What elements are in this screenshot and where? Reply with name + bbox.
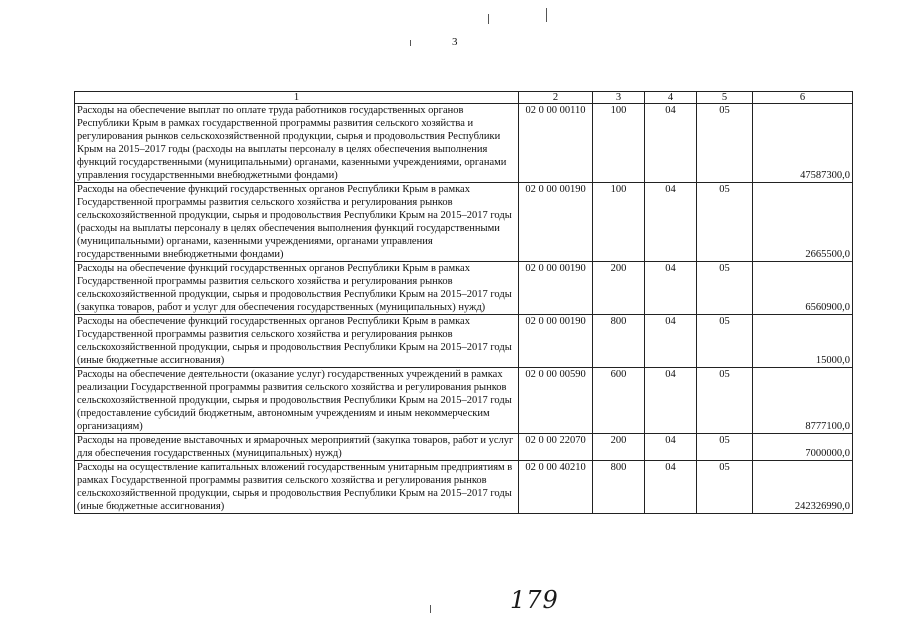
budget-code: 02 0 00 00190: [519, 183, 593, 262]
section-code: 04: [645, 368, 697, 434]
column-header: 6: [753, 92, 853, 104]
section-code: 04: [645, 104, 697, 183]
expense-description: Расходы на обеспечение функций государственных органов Республики Крым в рамках Государственной программы развития сельского хозяйства и регулирования рынков сельскохозяйственной продукции, сырья и продовольствия Республики Крым на 2015–2017 годы (расходы на выплаты персоналу в целях обеспечения выполнения функций государственными (муниципальными) органами, казенными учреждениями, органами управления государственными внебюджетными фондами): [75, 183, 519, 262]
amount-value: 7000000,0: [753, 434, 853, 461]
column-header: 3: [593, 92, 645, 104]
subsection-code: 05: [697, 434, 753, 461]
subsection-code: 05: [697, 315, 753, 368]
column-header: 2: [519, 92, 593, 104]
table-row: [75, 368, 853, 434]
table-row: [75, 262, 853, 315]
section-code: 04: [645, 183, 697, 262]
table-row: [75, 461, 853, 514]
expense-description: Расходы на обеспечение функций государственных органов Республики Крым в рамках Государственной программы развития сельского хозяйства и регулирования рынков сельскохозяйственной продукции, сырья и продовольствия Республики Крым на 2015–2017 годы (закупка товаров, работ и услуг для обеспечения государственных (муниципальных) нужд): [75, 262, 519, 315]
table-row: [75, 104, 853, 183]
handwritten-page-mark: 179: [510, 586, 559, 614]
scan-artifact: [546, 8, 547, 22]
subsection-code: 05: [697, 461, 753, 514]
scan-artifact: [430, 605, 431, 613]
expense-description: Расходы на обеспечение деятельности (оказание услуг) государственных учреждений в рамках реализации Государственной программы развития сельского хозяйства и регулирования рынков сельскохозяйственной продукции, сырья и продовольствия Республики Крым на 2015–2017 годы (предоставление субсидий бюджетным, автономным учреждениям и иным некоммерческим организациям): [75, 368, 519, 434]
section-code: 04: [645, 262, 697, 315]
budget-code: 02 0 00 00590: [519, 368, 593, 434]
table-header-row: [75, 92, 853, 104]
expense-description: Расходы на обеспечение функций государственных органов Республики Крым в рамках Государственной программы развития сельского хозяйства и регулирования рынков сельскохозяйственной продукции, сырья и продовольствия Республики Крым на 2015–2017 годы (иные бюджетные ассигнования): [75, 315, 519, 368]
amount-value: 8777100,0: [753, 368, 853, 434]
amount-value: 242326990,0: [753, 461, 853, 514]
table-row: [75, 183, 853, 262]
budget-code: 02 0 00 40210: [519, 461, 593, 514]
expense-description: Расходы на проведение выставочных и ярмарочных мероприятий (закупка товаров, работ и услуг для обеспечения государственных (муниципальных) нужд): [75, 434, 519, 461]
scan-artifact: [488, 14, 489, 24]
expense-type-code: 100: [593, 183, 645, 262]
amount-value: 6560900,0: [753, 262, 853, 315]
scan-artifact: [410, 40, 411, 46]
section-code: 04: [645, 315, 697, 368]
budget-code: 02 0 00 00190: [519, 315, 593, 368]
expense-type-code: 800: [593, 315, 645, 368]
budget-code: 02 0 00 00190: [519, 262, 593, 315]
subsection-code: 05: [697, 104, 753, 183]
budget-table: [74, 91, 853, 514]
budget-code: 02 0 00 22070: [519, 434, 593, 461]
budget-code: 02 0 00 00110: [519, 104, 593, 183]
page-number: 3: [452, 36, 458, 48]
subsection-code: 05: [697, 368, 753, 434]
expense-description: Расходы на осуществление капитальных вложений государственным унитарным предприятиям в рамках Государственной программы развития сельского хозяйства и регулирования рынков сельскохозяйственной продукции, сырья и продовольствия Республики Крым на 2015–2017 годы (иные бюджетные ассигнования): [75, 461, 519, 514]
table-row: [75, 315, 853, 368]
expense-description: Расходы на обеспечение выплат по оплате труда работников государственных органов Республики Крым в рамках государственной программы развития сельского хозяйства и регулирования рынков сельскохозяйственной продукции, сырья и продовольствия Республики Крым на 2015–2017 годы (расходы на выплаты персоналу в целях обеспечения выполнения функций государственными (муниципальными) органами, казенными учреждениями, органами управления государственными внебюджетными фондами): [75, 104, 519, 183]
expense-type-code: 200: [593, 262, 645, 315]
column-header: 5: [697, 92, 753, 104]
column-header: 1: [75, 92, 519, 104]
expense-type-code: 100: [593, 104, 645, 183]
amount-value: 2665500,0: [753, 183, 853, 262]
expense-type-code: 800: [593, 461, 645, 514]
expense-type-code: 200: [593, 434, 645, 461]
subsection-code: 05: [697, 262, 753, 315]
section-code: 04: [645, 434, 697, 461]
table-row: [75, 434, 853, 461]
amount-value: 15000,0: [753, 315, 853, 368]
section-code: 04: [645, 461, 697, 514]
column-header: 4: [645, 92, 697, 104]
expense-type-code: 600: [593, 368, 645, 434]
subsection-code: 05: [697, 183, 753, 262]
amount-value: 47587300,0: [753, 104, 853, 183]
